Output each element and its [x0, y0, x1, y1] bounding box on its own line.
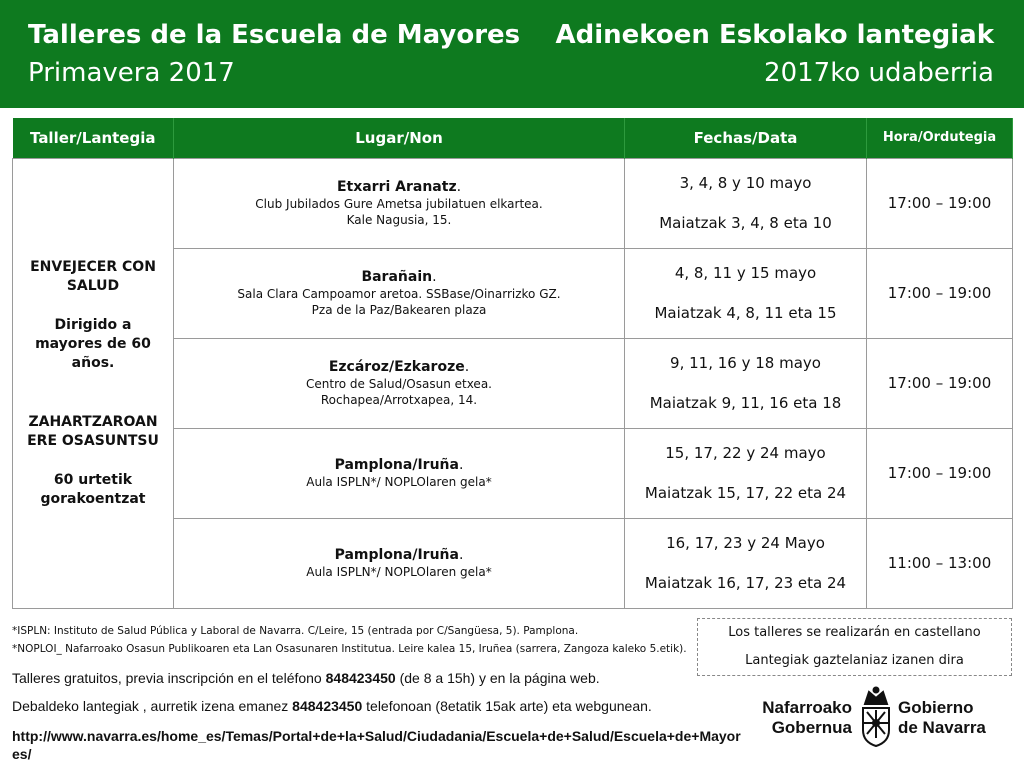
footnote-noplo: *NOPLOI_ Nafarroako Osasun Publikoaren eta Lan Osasunaren Institutua. Leire kalea 15, Iruñea (sarrera, Zangoza kaleko 5.etik). [12, 643, 687, 655]
language-note-box [697, 618, 1012, 676]
hora-cell: 17:00 – 19:00 [867, 248, 1013, 338]
place-name: Club Jubilados Gure Ametsa jubilatuen elkartea. [255, 197, 543, 211]
town-name: Pamplona/Iruña [334, 457, 459, 473]
lugar-cell: Barañain. Sala Clara Campoamor aretoa. SSBase/Oinarrizko GZ. Pza de la Paz/Bakearen plaza [174, 248, 625, 338]
fechas-cell [625, 158, 867, 248]
fechas-cell [625, 518, 867, 608]
season-es: Primavera 2017 [28, 58, 235, 88]
logo-text-es-2: de Navarra [898, 718, 986, 737]
dates-eu: Maiatzak 15, 17, 22 eta 24 [644, 484, 847, 502]
lugar-cell: Ezcároz/Ezkaroze. Centro de Salud/Osasun etxea. Rochapea/Arrotxapea, 14. [174, 338, 625, 428]
dates-eu: Maiatzak 4, 8, 11 eta 15 [654, 304, 837, 322]
fechas-cell [625, 428, 867, 518]
hora-cell: 17:00 – 19:00 [867, 428, 1013, 518]
dates-eu: Maiatzak 16, 17, 23 eta 24 [644, 574, 847, 592]
column-header-hora: Hora/Ordutegia [867, 118, 1013, 158]
hora-cell: 11:00 – 13:00 [867, 518, 1013, 608]
title-eu: Adinekoen Eskolako lantegiak [555, 20, 994, 50]
footnote-isppln: *ISPLN: Instituto de Salud Pública y Laboral de Navarra. C/Leire, 15 (entrada por C/Sangüesa, 5). Pamplona. [12, 625, 579, 637]
place-address: Pza de la Paz/Bakearen plaza [311, 303, 487, 317]
logo-text-es-1: Gobierno [898, 698, 974, 717]
taller-target-es: Dirigido a mayores de 60 años. [35, 316, 151, 371]
place-name: Centro de Salud/Osasun etxea. [306, 377, 492, 391]
schedule-table [12, 118, 1013, 609]
town-name: Barañain [361, 269, 433, 285]
place-address: Kale Nagusia, 15. [346, 213, 452, 227]
fechas-cell [625, 248, 867, 338]
place-address: Rochapea/Arrotxapea, 14. [320, 393, 478, 407]
language-note-eu: Lantegiak gaztelaniaz izanen dira [745, 653, 964, 668]
table-row [13, 158, 1013, 248]
column-header-fechas: Fechas/Data [625, 118, 867, 158]
taller-title-eu: ZAHARTZAROAN ERE OSASUNTSU [27, 413, 159, 449]
dates-es: 3, 4, 8 y 10 mayo [679, 174, 812, 192]
lugar-cell: Pamplona/Iruña. Aula ISPLN*/ NOPLOlaren gela* [174, 428, 625, 518]
lugar-cell: Pamplona/Iruña. Aula ISPLN*/ NOPLOlaren gela* [174, 518, 625, 608]
place-name: Sala Clara Campoamor aretoa. SSBase/Oinarrizko GZ. [237, 287, 561, 301]
dates-eu: Maiatzak 3, 4, 8 eta 10 [659, 214, 832, 232]
dates-es: 16, 17, 23 y 24 Mayo [666, 534, 825, 552]
info-es: Talleres gratuitos, previa inscripción en el teléfono 848423450 (de 8 a 15h) y en la página web. [12, 670, 600, 686]
phone-number: 848423450 [292, 698, 363, 714]
place-name: Aula ISPLN*/ NOPLOlaren gela* [306, 565, 492, 579]
hora-cell: 17:00 – 19:00 [867, 338, 1013, 428]
fechas-cell [625, 338, 867, 428]
logo-text-eu-2: Gobernua [771, 718, 852, 737]
town-name: Etxarri Aranatz [336, 179, 457, 195]
town-name: Ezcároz/Ezkaroze [328, 359, 465, 375]
gobierno-navarra-logo [752, 686, 1012, 750]
hora-cell: 17:00 – 19:00 [867, 158, 1013, 248]
dates-eu: Maiatzak 9, 11, 16 eta 18 [649, 394, 842, 412]
navarra-coat-of-arms-icon [855, 686, 897, 748]
taller-target-eu: 60 urtetik gorakoentzat [40, 471, 146, 507]
web-link[interactable]: http://www.navarra.es/home_es/Temas/Portal+de+la+Salud/Ciudadania/Escuela+de+Salud/Escuela+de+Mayores/ [12, 728, 741, 762]
language-note-es: Los talleres se realizarán en castellano [728, 625, 981, 640]
taller-title-es: ENVEJECER CON SALUD [30, 258, 156, 294]
taller-cell [13, 158, 174, 608]
town-name: Pamplona/Iruña [334, 547, 459, 563]
place-name: Aula ISPLN*/ NOPLOlaren gela* [306, 475, 492, 489]
logo-text-eu-1: Nafarroako [762, 698, 852, 717]
phone-number: 848423450 [325, 670, 396, 686]
dates-es: 4, 8, 11 y 15 mayo [674, 264, 817, 282]
lugar-cell: Etxarri Aranatz. Club Jubilados Gure Ametsa jubilatuen elkartea. Kale Nagusia, 15. [174, 158, 625, 248]
dates-es: 15, 17, 22 y 24 mayo [665, 444, 826, 462]
season-eu: 2017ko udaberria [764, 58, 994, 88]
info-eu: Debaldeko lantegiak , aurretik izena emanez 848423450 telefonoan (8etatik 15ak arte) eta webgunean. [12, 698, 652, 714]
dates-es: 9, 11, 16 y 18 mayo [670, 354, 821, 372]
table-header-row [13, 118, 1013, 158]
header-band [0, 0, 1024, 108]
column-header-lugar: Lugar/Non [174, 118, 625, 158]
column-header-taller: Taller/Lantegia [13, 118, 174, 158]
title-es: Talleres de la Escuela de Mayores [28, 20, 521, 50]
